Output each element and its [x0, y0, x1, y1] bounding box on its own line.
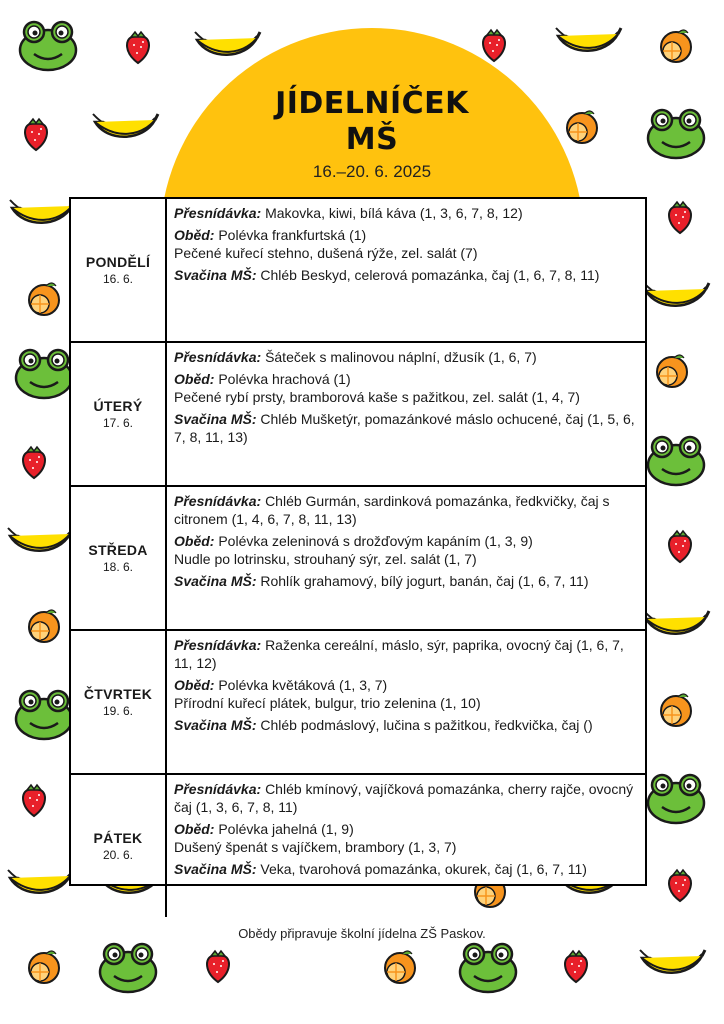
- lunch: [174, 532, 639, 568]
- strawberry-icon: [669, 202, 691, 233]
- orange-icon: [661, 30, 691, 62]
- strawberry-icon: [565, 951, 587, 982]
- lunch: [174, 370, 639, 406]
- frog-icon: [460, 944, 516, 992]
- day-row-friday: [71, 775, 645, 917]
- lunch-main: Pečené kuřecí stehno, dušená rýže, zel. salát (7): [174, 245, 478, 261]
- frog-icon: [648, 110, 704, 158]
- snack-morning: [174, 492, 639, 528]
- banana-icon: [640, 950, 705, 973]
- day-name: STŘEDA: [88, 542, 148, 558]
- lunch-soup: Polévka hrachová (1): [218, 371, 351, 387]
- snack-morning-label: Přesnídávka:: [174, 637, 262, 653]
- strawberry-icon: [669, 870, 691, 901]
- meals-cell: [167, 631, 645, 773]
- day-date: 18. 6.: [102, 560, 134, 574]
- banana-icon: [10, 200, 75, 223]
- strawberry-icon: [25, 119, 47, 150]
- lunch-label: Oběd:: [174, 371, 215, 387]
- day-cell: [71, 343, 167, 485]
- meals-cell: [167, 199, 645, 341]
- strawberry-icon: [23, 785, 45, 816]
- snack-morning-text: Šáteček s malinovou náplní, džusík (1, 6, 7): [265, 349, 537, 365]
- day-date: 19. 6.: [102, 704, 134, 718]
- day-cell: [71, 631, 167, 773]
- day-cell: [71, 487, 167, 629]
- snack-afternoon-label: Svačina MŠ:: [174, 717, 257, 733]
- snack-afternoon-text: Chléb Beskyd, celerová pomazánka, čaj (1, 6, 7, 8, 11): [260, 267, 600, 283]
- lunch-label: Oběd:: [174, 677, 215, 693]
- snack-morning-text: Raženka cereální, máslo, sýr, paprika, ovocný čaj (1, 6, 7, 11, 12): [174, 637, 624, 671]
- frog-icon: [16, 350, 72, 398]
- orange-icon: [385, 951, 415, 983]
- orange-icon: [661, 694, 691, 726]
- day-cell: [71, 775, 167, 917]
- snack-afternoon: [174, 572, 639, 590]
- menu-table: [69, 197, 647, 886]
- snack-afternoon-label: Svačina MŠ:: [174, 411, 257, 427]
- lunch-soup: Polévka frankfurtská (1): [218, 227, 367, 243]
- snack-morning-label: Přesnídávka:: [174, 493, 262, 509]
- strawberry-icon: [483, 30, 505, 61]
- lunch-main: Přírodní kuřecí plátek, bulgur, trio zelenina (1, 10): [174, 695, 481, 711]
- snack-morning-label: Přesnídávka:: [174, 205, 262, 221]
- snack-morning: [174, 348, 639, 366]
- snack-afternoon-text: Rohlík grahamový, bílý jogurt, banán, čaj (1, 6, 7, 11): [260, 573, 589, 589]
- frog-icon: [16, 691, 72, 739]
- snack-afternoon-text: Chléb podmáslový, lučina s pažitkou, ředkvička, čaj (): [260, 717, 593, 733]
- snack-morning-text: Chléb Gurmán, sardinková pomazánka, ředkvičky, čaj s citronem (1, 4, 6, 7, 8, 11, 13): [174, 493, 610, 527]
- meals-cell: [167, 775, 645, 917]
- orange-icon: [29, 283, 59, 315]
- banana-icon: [93, 114, 158, 137]
- snack-morning-label: Přesnídávka:: [174, 781, 262, 797]
- orange-icon: [29, 951, 59, 983]
- lunch-soup: Polévka zeleninová s drožďovým kapáním (1, 3, 9): [218, 533, 533, 549]
- snack-afternoon: [174, 716, 639, 734]
- snack-afternoon-text: Veka, tvarohová pomazánka, okurek, čaj (1, 6, 7, 11): [260, 861, 587, 877]
- day-cell: [71, 199, 167, 341]
- day-row-monday: [71, 199, 645, 343]
- strawberry-icon: [127, 32, 149, 63]
- day-row-wednesday: [71, 487, 645, 631]
- strawberry-icon: [669, 531, 691, 562]
- meals-cell: [167, 487, 645, 629]
- snack-morning-text: Chléb kmínový, vajíčková pomazánka, cherry rajče, ovocný čaj (1, 3, 6, 7, 8, 11): [174, 781, 634, 815]
- snack-morning: [174, 636, 639, 672]
- orange-icon: [29, 610, 59, 642]
- orange-icon: [657, 355, 687, 387]
- snack-morning-label: Přesnídávka:: [174, 349, 262, 365]
- day-name: PONDĚLÍ: [85, 254, 151, 270]
- lunch-main: Dušený špenát s vajíčkem, brambory (1, 3, 7): [174, 839, 457, 855]
- banana-icon: [8, 870, 73, 893]
- lunch-soup: Polévka květáková (1, 3, 7): [218, 677, 388, 693]
- lunch-soup: Polévka jahelná (1, 9): [218, 821, 354, 837]
- snack-afternoon: [174, 860, 639, 878]
- lunch-main: Nudle po lotrinsku, strouhaný sýr, zel. salát (1, 7): [174, 551, 477, 567]
- banana-icon: [644, 611, 709, 634]
- strawberry-icon: [207, 951, 229, 982]
- lunch-label: Oběd:: [174, 821, 215, 837]
- snack-afternoon-label: Svačina MŠ:: [174, 573, 257, 589]
- frog-icon: [648, 437, 704, 485]
- lunch: [174, 820, 639, 856]
- snack-afternoon-text: Chléb Mušketýr, pomazánkové máslo ochucené, čaj (1, 5, 6, 7, 8, 11, 13): [174, 411, 635, 445]
- footer-note: Obědy připravuje školní jídelna ZŠ Paskov.: [238, 926, 486, 941]
- snack-morning-text: Makovka, kiwi, bílá káva (1, 3, 6, 7, 8, 12): [265, 205, 523, 221]
- title-line-1: JÍDELNÍČEK: [275, 86, 469, 121]
- lunch-label: Oběd:: [174, 227, 215, 243]
- lunch-label: Oběd:: [174, 533, 215, 549]
- banana-icon: [195, 32, 260, 55]
- lunch-main: Pečené rybí prsty, bramborová kaše s pažitkou, zel. salát (1, 4, 7): [174, 389, 580, 405]
- banana-icon: [8, 528, 73, 551]
- banana-icon: [556, 28, 621, 51]
- page-title: [160, 86, 584, 158]
- banana-icon: [644, 283, 709, 306]
- snack-afternoon: [174, 410, 639, 446]
- meals-cell: [167, 343, 645, 485]
- day-name: PÁTEK: [93, 830, 143, 846]
- frog-icon: [20, 22, 76, 70]
- snack-morning: [174, 204, 639, 222]
- title-line-2: MŠ: [345, 122, 399, 157]
- day-date: 17. 6.: [102, 416, 134, 430]
- day-date: 20. 6.: [102, 848, 134, 862]
- day-row-tuesday: [71, 343, 645, 487]
- frog-icon: [648, 775, 704, 823]
- snack-afternoon-label: Svačina MŠ:: [174, 861, 257, 877]
- snack-afternoon-label: Svačina MŠ:: [174, 267, 257, 283]
- day-name: ČTVRTEK: [83, 686, 153, 702]
- strawberry-icon: [23, 447, 45, 478]
- day-name: ÚTERÝ: [93, 398, 143, 414]
- day-date: 16. 6.: [102, 272, 134, 286]
- date-range: 16.–20. 6. 2025: [312, 162, 432, 181]
- lunch: [174, 676, 639, 712]
- day-row-thursday: [71, 631, 645, 775]
- snack-afternoon: [174, 266, 639, 284]
- snack-morning: [174, 780, 639, 816]
- frog-icon: [100, 944, 156, 992]
- lunch: [174, 226, 639, 262]
